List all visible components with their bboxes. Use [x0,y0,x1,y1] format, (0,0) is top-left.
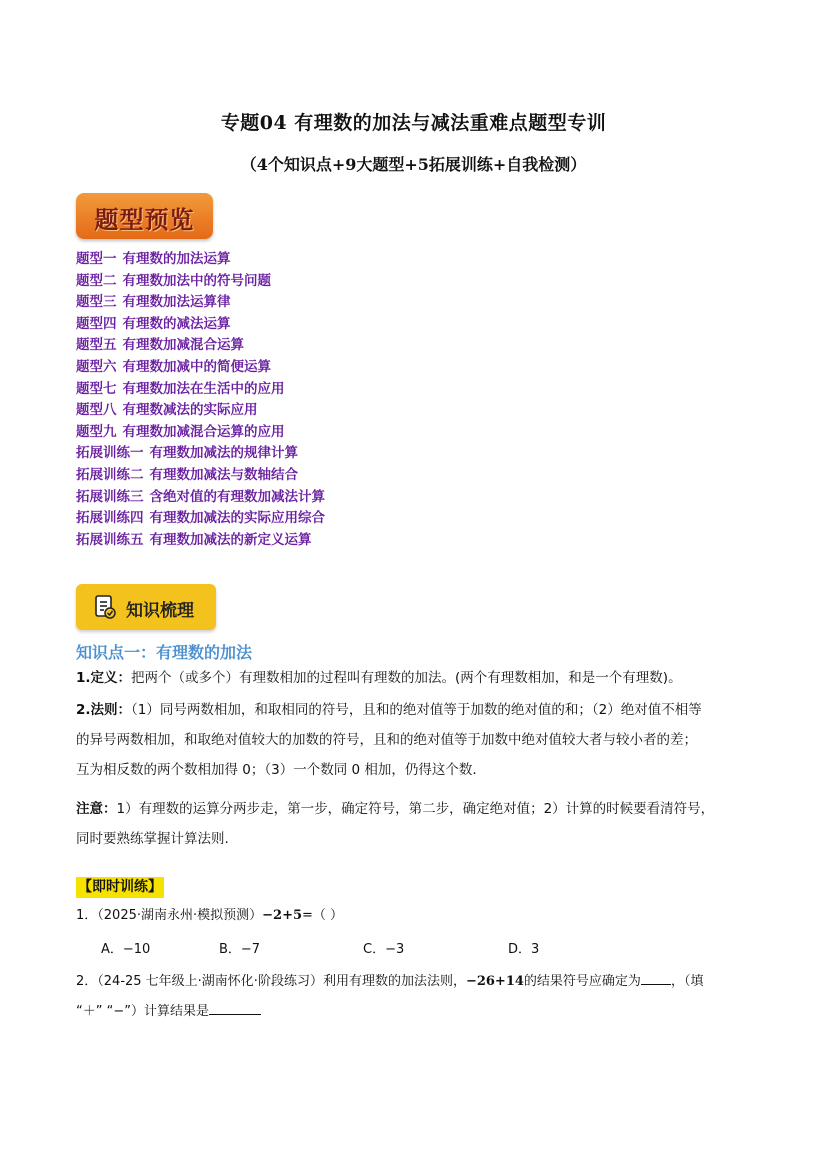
toc-item-number: 题型八 [76,402,117,419]
q2-sign-blank[interactable] [641,972,671,985]
toc-item-number: 拓展训练五 [76,531,144,548]
toc-item-text: 有理数加减混合运算 [122,337,244,354]
note-line-1: 1）有理数的运算分两步走，第一步，确定符号，第二步，确定绝对值；2）计算的时候要看清符号， [116,801,715,817]
toc-item-number: 题型五 [76,337,117,354]
toc-item-text: 有理数加减法的规律计算 [149,445,298,462]
page-subtitle: （4个知识点+9大题型+5拓展训练+自我检测） [240,155,587,174]
toc-item[interactable] [76,379,325,401]
rule-line-1: （1）同号两数相加，和取相同的符号，且和的绝对值等于加数的绝对值的和；（2）绝对值不相等 [131,702,702,718]
toc-item-text: 有理数加法中的符号问题 [122,272,271,289]
definition-label: 1.定义： [76,670,132,686]
question-2 [76,967,703,997]
rule-label: 2.法则： [76,702,132,718]
toc-item-text: 含绝对值的有理数加减法计算 [149,488,325,505]
toc-item-text: 有理数加减混合运算的应用 [122,423,285,440]
toc-item[interactable] [76,422,325,444]
definition-text: 把两个（或多个）有理数相加的过程叫有理数的加法。(两个有理数相加，和是一个有理数)。 [131,670,682,686]
toc-item[interactable] [76,400,325,422]
definition-paragraph [76,663,766,693]
q1-option-a[interactable]: A．−10 [101,942,151,957]
toc-item-number: 拓展训练三 [76,488,144,505]
toc-item[interactable] [76,508,325,530]
note-label: 注意： [76,801,117,817]
practice-tag: 【即时训练】 [76,877,164,898]
q1-prefix: 1．（2025·湖南永州·模拟预测） [76,908,263,923]
toc-item-text: 有理数加法运算律 [122,294,231,311]
q2-after-blank: ，（填 [670,974,704,989]
q2-line2-prefix: “＋” “−”）计算结果是 [76,1004,209,1019]
toc-item[interactable] [76,443,325,465]
toc-item[interactable] [76,271,325,293]
banner-label: 知识梳理 [126,601,194,621]
note-paragraph [76,794,766,854]
knowledge-point-heading: 知识点一：有理数的加法 [76,643,253,662]
toc-item[interactable] [76,357,325,379]
toc-item-number: 题型三 [76,294,117,311]
rule-line-3: 互为相反数的两个数相加得 0；（3）一个数同 0 相加，仍得这个数. [76,762,477,778]
question-type-list [76,249,325,551]
toc-item-number: 题型六 [76,358,117,375]
checklist-icon [94,595,116,619]
toc-item[interactable] [76,530,325,552]
rule-paragraph [76,695,766,785]
toc-item-number: 题型一 [76,251,117,267]
q1-option-b[interactable]: B．−7 [219,942,261,957]
toc-item[interactable] [76,335,325,357]
toc-item-number: 拓展训练四 [76,510,144,527]
toc-item[interactable] [76,292,325,314]
toc-item-number: 题型四 [76,315,117,332]
question-2-line-2 [76,997,261,1027]
note-line-2: 同时要熟练掌握计算法则. [76,831,229,847]
toc-item-number: 题型九 [76,423,117,440]
q1-option-d[interactable]: D．3 [508,942,540,957]
toc-item-number: 拓展训练一 [76,445,144,462]
toc-item[interactable] [76,487,325,509]
toc-item-text: 有理数加减法的新定义运算 [149,531,312,548]
toc-item-text: 有理数减法的实际应用 [122,402,258,419]
toc-item-text: 有理数加减中的简便运算 [122,358,271,375]
toc-item-text: 有理数的减法运算 [122,315,231,332]
toc-item[interactable] [76,249,325,271]
toc-item-text: 有理数加减法的实际应用综合 [149,510,325,527]
toc-item-text: 有理数的加法运算 [122,251,231,267]
q1-suffix: =（ ） [302,908,344,923]
q2-mid: 的结果符号应确定为 [523,974,641,989]
toc-item-text: 有理数加减法与数轴结合 [149,466,298,483]
rule-line-2: 的异号两数相加，和取绝对值较大的加数的符号，且和的绝对值等于加数中绝对值较大者与较小者的差； [76,732,697,748]
knowledge-summary-banner [76,584,216,630]
q1-expression: −2+5 [262,908,303,923]
toc-item[interactable] [76,314,325,336]
toc-item-number: 拓展训练二 [76,466,144,483]
page-title: 专题04 有理数的加法与减法重难点题型专训 [220,112,607,134]
q2-result-blank[interactable] [209,1002,261,1015]
toc-item-text: 有理数加法在生活中的应用 [122,380,285,397]
question-1 [76,901,343,931]
question-type-preview-banner [76,193,213,239]
toc-item-number: 题型二 [76,272,117,289]
q1-option-c[interactable]: C．−3 [363,942,405,957]
toc-item-number: 题型七 [76,380,117,397]
q2-expression: −26+14 [465,974,524,989]
banner-label: 题型预览 [94,206,195,234]
q2-prefix: 2．（24-25 七年级上·湖南怀化·阶段练习）利用有理数的加法法则， [76,974,466,989]
toc-item[interactable] [76,465,325,487]
